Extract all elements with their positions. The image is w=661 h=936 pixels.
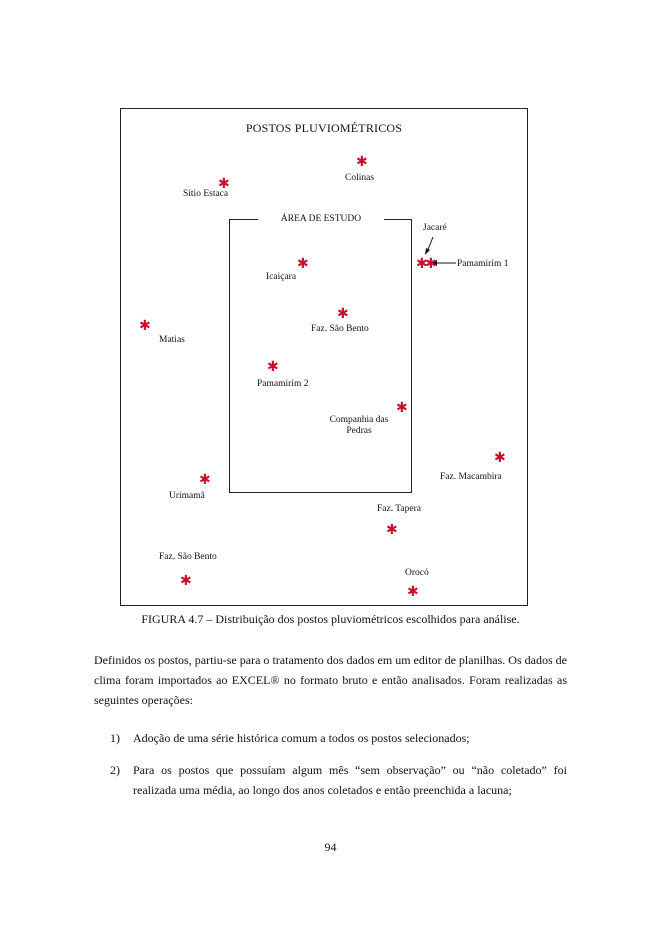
station-marker-icon: ✱ (139, 318, 151, 334)
list-item (110, 760, 567, 800)
page-number: 94 (324, 840, 337, 854)
station-marker-icon: ✱ (267, 359, 279, 375)
station-label: Pamamirim 1 (457, 259, 509, 269)
operations-list (110, 728, 567, 812)
list-item-number: 1) (110, 731, 120, 745)
station-marker-icon: ✱ (356, 154, 368, 170)
arrow-icon (121, 109, 529, 607)
figure-caption: FIGURA 4.7 – Distribuição dos postos pluviométricos escolhidos para análise. (141, 612, 520, 626)
station-marker-icon: ✱ (218, 176, 230, 192)
station-marker-icon: ✱ (407, 584, 419, 600)
list-item-text: Adoção de uma série histórica comum a todos os postos selecionados; (133, 731, 470, 745)
station-marker-icon: ✱ (416, 256, 428, 272)
station-label: Faz. Tapera (377, 504, 421, 514)
station-marker-icon: ✱ (297, 256, 309, 272)
station-label: Faz. São Bento (159, 552, 217, 562)
station-label: Urimamã (169, 491, 205, 501)
station-marker-icon: ✱ (337, 306, 349, 322)
station-label: Matias (159, 335, 185, 345)
list-item-text: Para os postos que possuíam algum mês “sem observação” ou “não coletado” foi realizada uma média, ao longo dos anos coletados e então preenchida a lacuna; (133, 763, 567, 797)
study-area-label: ÁREA DE ESTUDO (258, 212, 384, 226)
body-paragraph: Definidos os postos, partiu-se para o tratamento dos dados em um editor de planilhas. Os dados de clima foram importados ao EXCEL® no formato bruto e então analisados. Foram realizadas as seguintes operações: (94, 653, 567, 707)
station-label: Companhia das Pedras (329, 415, 389, 436)
station-label: Icaiçara (266, 272, 297, 282)
station-label: Faz. Macambira (440, 472, 502, 482)
station-marker-icon: ✱ (396, 400, 408, 416)
station-marker-icon: ✱ (199, 472, 211, 488)
figure-map (120, 108, 528, 606)
station-marker-icon: ✱ (180, 573, 192, 589)
station-label: Colinas (345, 173, 375, 183)
list-item-number: 2) (110, 763, 120, 777)
station-marker-icon: ✱ (494, 450, 506, 466)
station-label: Jacaré (423, 223, 447, 233)
station-label: Pamamirim 2 (257, 379, 309, 389)
station-marker-icon: ✱ (386, 522, 398, 538)
station-label: Sítio Estaca (183, 189, 229, 199)
figure-title: POSTOS PLUVIOMÉTRICOS (245, 121, 403, 135)
list-item (110, 728, 567, 748)
station-label: Orocó (405, 568, 429, 578)
station-label: Faz. São Bento (311, 324, 369, 334)
station-marker-icon: ✱ (425, 256, 437, 272)
